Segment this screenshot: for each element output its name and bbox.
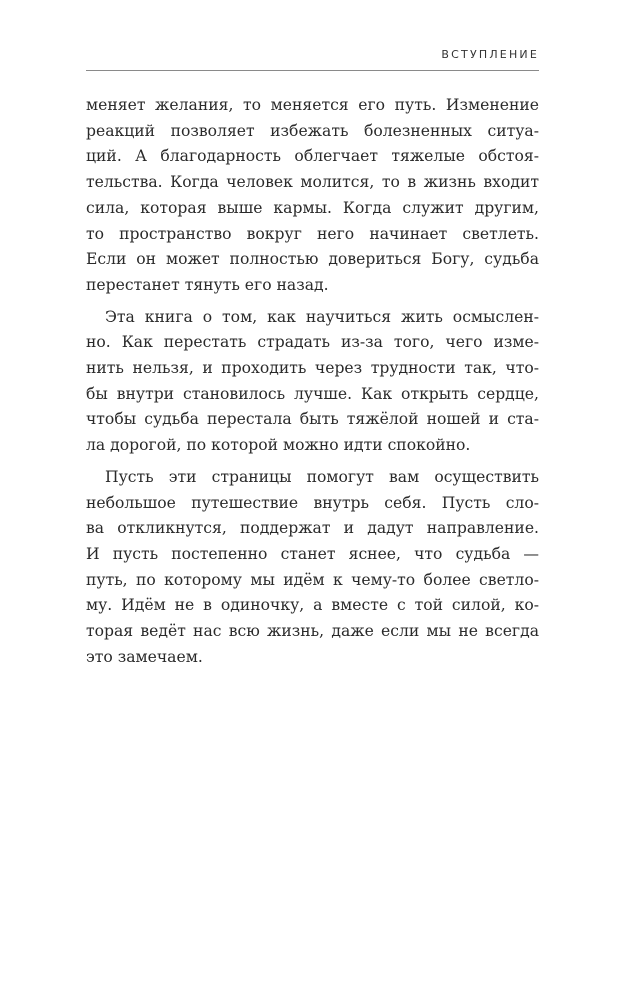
text-line: это замечаем. bbox=[86, 647, 203, 666]
running-header bbox=[86, 46, 539, 71]
text-line: ла дорогой, по которой можно идти спокойно. bbox=[86, 436, 471, 455]
text-line: тельства. Когда человек молится, то в жизнь входит bbox=[86, 173, 539, 192]
text-line: перестанет тянуть его назад. bbox=[86, 275, 329, 294]
paragraph-3 bbox=[86, 465, 539, 671]
text-line: торая ведёт нас всю жизнь, даже если мы не всегда bbox=[86, 622, 539, 641]
text-line: Пусть эти страницы помогут вам осуществить bbox=[105, 467, 539, 486]
running-header-title: ВСТУПЛЕНИЕ bbox=[441, 48, 539, 61]
paragraph-2 bbox=[86, 305, 539, 459]
text-line: нить нельзя, и проходить через трудности так, что- bbox=[86, 359, 539, 378]
text-line: Если он может полностью довериться Богу, судьба bbox=[86, 250, 539, 269]
text-line: бы внутри становилось лучше. Как открыть сердце, bbox=[86, 384, 539, 403]
text-line: И пусть постепенно станет яснее, что судьба — bbox=[86, 544, 539, 563]
text-line: му. Идём не в одиночку, а вместе с той силой, ко- bbox=[86, 596, 539, 615]
text-line: сила, которая выше кармы. Когда служит другим, bbox=[86, 198, 539, 217]
text-line: то пространство вокруг него начинает светлеть. bbox=[86, 224, 539, 243]
text-line: меняет желания, то меняется его путь. Изменение bbox=[86, 96, 539, 114]
text-line: Эта книга о том, как научиться жить осмыслен- bbox=[105, 307, 539, 326]
text-line: небольшое путешествие внутрь себя. Пусть сло- bbox=[86, 493, 539, 512]
text-line: реакций позволяет избежать болезненных ситуа- bbox=[86, 121, 539, 140]
paragraph-1 bbox=[86, 93, 539, 299]
text-line: путь, по которому мы идём к чему-то более светло- bbox=[86, 570, 539, 589]
text-line: чтобы судьба перестала быть тяжёлой ношей и ста- bbox=[86, 410, 539, 429]
text-line: ций. А благодарность облегчает тяжелые обстоя- bbox=[86, 147, 539, 166]
text-line: ва откликнутся, поддержат и дадут направление. bbox=[86, 519, 539, 538]
body-text bbox=[86, 93, 539, 676]
text-line: но. Как перестать страдать из-за того, чего изме- bbox=[86, 333, 539, 352]
